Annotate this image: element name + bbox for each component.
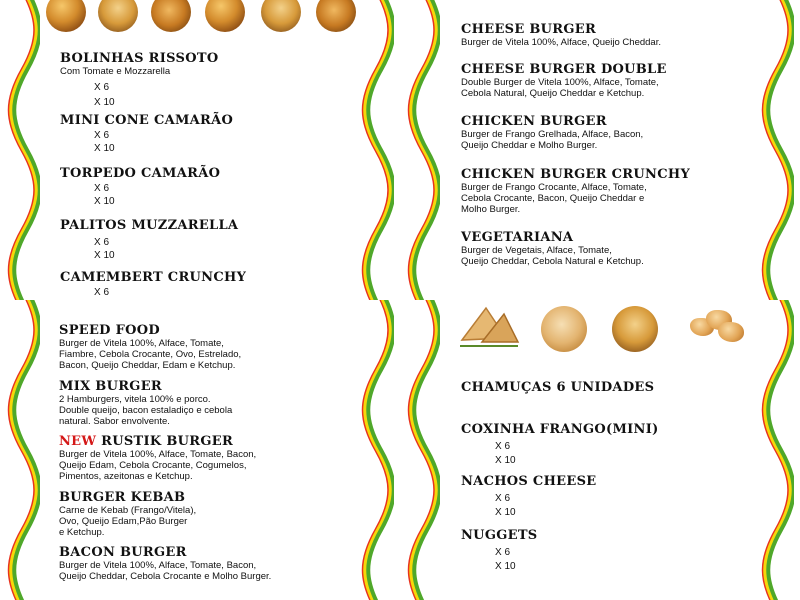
qty-option: X 10 (94, 250, 115, 261)
palitos-photo (205, 0, 245, 32)
qty-option: X 10 (495, 507, 516, 518)
qty-option: X 10 (94, 196, 115, 207)
item-title: COXINHA FRANGO(MINI) (461, 422, 659, 437)
item-title: CAMEMBERT CRUNCHY (60, 270, 247, 285)
left-decorative-wave (6, 300, 40, 600)
nuggets-photo (686, 308, 748, 348)
qty-option: X 6 (94, 82, 110, 93)
right-decorative-wave (760, 0, 794, 300)
item-description: Double Burger de Vitela 100%, Alface, Tomate, Cebola Natural, Queijo Cheddar e Ketchup. (461, 77, 659, 99)
menu-item (461, 167, 690, 215)
right-decorative-wave (360, 0, 394, 300)
menu-item (60, 166, 220, 208)
qty-option: X 6 (495, 441, 511, 452)
mini-snack-photo (316, 0, 356, 32)
menu-item (461, 474, 596, 519)
item-description: Burger de Frango Grelhada, Alface, Bacon, Queijo Cheddar e Molho Burger. (461, 129, 644, 151)
left-decorative-wave (406, 0, 440, 300)
item-title (59, 434, 256, 449)
menu-item (59, 379, 232, 427)
item-title: NUGGETS (461, 528, 538, 543)
item-title: TORPEDO CAMARÃO (60, 166, 221, 181)
panel-burgers-top (400, 0, 800, 300)
torpedo-photo (151, 0, 191, 32)
qty-option: X 6 (94, 183, 110, 194)
item-title: BURGER KEBAB (59, 490, 186, 505)
item-description: Burger de Vegetais, Alface, Tomate, Queijo Cheddar, Cebola Natural e Ketchup. (461, 245, 644, 267)
item-title: NACHOS CHEESE (461, 474, 597, 489)
left-decorative-wave (406, 300, 440, 600)
menu-item (60, 51, 218, 109)
left-decorative-wave (6, 0, 40, 300)
item-title-text: RUSTIK BURGER (101, 434, 234, 449)
item-title: BACON BURGER (59, 545, 187, 560)
item-title: SPEED FOOD (59, 323, 160, 338)
menu-item (461, 528, 538, 573)
item-title: PALITOS MUZZARELLA (60, 218, 239, 233)
item-title: CHICKEN BURGER CRUNCHY (461, 167, 691, 182)
qty-option: X 10 (94, 97, 115, 108)
right-decorative-wave (760, 300, 794, 600)
qty-option: X 6 (495, 493, 511, 504)
item-description: 2 Hamburgers, vitela 100% e porco. Double queijo, bacon estaladiço e cebola natural. Sabor envolvente. (59, 394, 233, 427)
menu-item (60, 113, 233, 155)
panel-snacks-bottom (400, 300, 800, 600)
item-title: MINI CONE CAMARÃO (60, 113, 234, 128)
right-decorative-wave (360, 300, 394, 600)
item-title: CHEESE BURGER DOUBLE (461, 62, 667, 77)
qty-option: X 6 (94, 237, 110, 248)
panel-burgers-bottom (0, 300, 400, 600)
item-description: Burger de Vitela 100%, Alface, Tomate, Bacon, Queijo Cheddar, Cebola Crocante e Molho Burger. (59, 560, 272, 582)
menu-item (59, 545, 271, 582)
item-title: VEGETARIANA (461, 230, 574, 245)
item-description: Burger de Vitela 100%, Alface, Queijo Cheddar. (461, 37, 661, 48)
menu-item (59, 323, 241, 371)
coxinha-photo (541, 306, 587, 352)
menu-item (461, 422, 659, 467)
chamucas-photo (456, 304, 522, 350)
menu-item (461, 380, 654, 395)
menu-item (60, 270, 246, 299)
qty-option: X 6 (94, 130, 110, 141)
menu-item (461, 22, 661, 48)
item-description: Com Tomate e Mozzarella (60, 66, 171, 77)
item-description: Burger de Vitela 100%, Alface, Tomate, Bacon, Queijo Edam, Cebola Crocante, Cogumelos, Pimentos, azeitonas e Ketchup. (59, 449, 257, 482)
camembert-photo (261, 0, 301, 32)
item-description: Burger de Frango Crocante, Alface, Tomate, Cebola Crocante, Bacon, Queijo Cheddar e Molho Burger. (461, 182, 647, 215)
bolinhas-photo (46, 0, 86, 32)
cone-photo (98, 0, 138, 32)
menu-item (461, 230, 644, 267)
qty-option: X 10 (94, 143, 115, 154)
menu-item (461, 114, 643, 151)
menu-item (59, 434, 256, 482)
item-description: Burger de Vitela 100%, Alface, Tomate, Fiambre, Cebola Crocante, Ovo, Estrelado, Bacon, Queijo Cheddar, Edam e Ketchup. (59, 338, 242, 371)
qty-option: X 10 (495, 561, 516, 572)
new-badge: NEW (59, 434, 97, 449)
menu-item (461, 62, 667, 99)
item-title: CHICKEN BURGER (461, 114, 607, 129)
panel-snacks-top (0, 0, 400, 300)
nachos-photo (612, 306, 658, 352)
item-title: MIX BURGER (59, 379, 163, 394)
qty-option: X 10 (495, 455, 516, 466)
qty-option: X 6 (495, 547, 511, 558)
menu-item (59, 490, 196, 538)
item-title: CHAMUÇAS 6 UNIDADES (461, 380, 655, 395)
menu-item (60, 218, 238, 262)
item-description: Carne de Kebab (Frango/Vitela), Ovo, Queijo Edam,Pão Burger e Ketchup. (59, 505, 197, 538)
item-title: CHEESE BURGER (461, 22, 597, 37)
qty-option: X 6 (94, 287, 110, 298)
item-title: BOLINHAS RISSOTO (60, 51, 219, 66)
